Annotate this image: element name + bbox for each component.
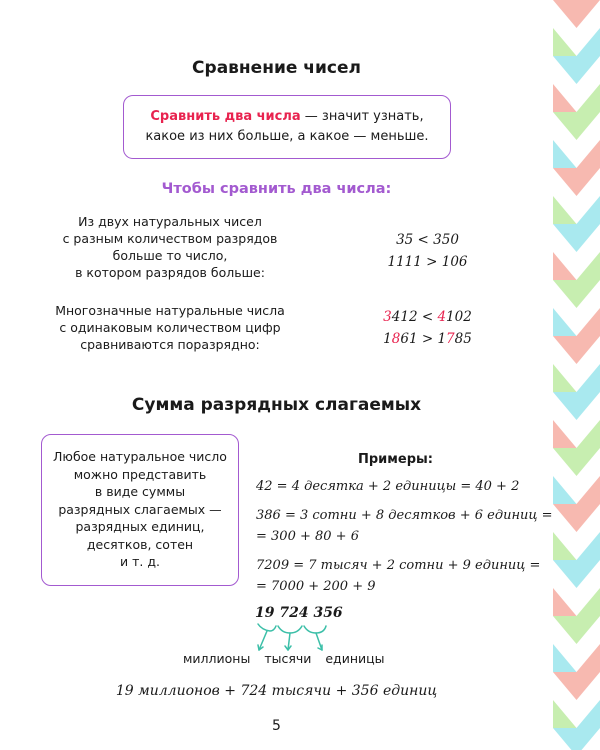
rule1-line: в котором разрядов больше: (75, 265, 265, 280)
examples-list (256, 476, 553, 597)
digits: 85 (454, 331, 472, 347)
example-line: 7209 = 7 тысяч + 2 сотни + 9 единиц = (256, 558, 541, 573)
rule1-line: с разным количеством разрядов (62, 231, 278, 246)
compare-subheading: Чтобы сравнить два числа: (161, 181, 392, 197)
page-number: 5 (272, 718, 281, 734)
rule1-line: больше то число, (112, 248, 228, 263)
example-line: = 300 + 80 + 6 (256, 529, 359, 544)
box-line: десятков, сотен (86, 536, 194, 552)
box-line: Любое натуральное число (53, 449, 227, 464)
operator: > (417, 331, 438, 347)
digits: 102 (446, 309, 472, 325)
rule-same-digits (40, 302, 300, 353)
class-number: 19 724 356 (255, 605, 343, 621)
highlight-digit: 3 (383, 309, 392, 325)
rule2-line: сравниваются поразрядно: (80, 337, 260, 352)
section-title-compare: Сравнение чисел (192, 58, 361, 78)
digits: 1 (437, 331, 447, 347)
definition-term: Сравнить два числа (150, 109, 301, 124)
box-line: в виде суммы (94, 484, 186, 499)
class-label-thousands: тысячи (264, 651, 312, 666)
rule1-examples (355, 229, 500, 273)
definition-box-sum (41, 434, 239, 586)
section-title-sum: Сумма разрядных слагаемых (131, 395, 422, 415)
definition-line-1 (124, 107, 450, 127)
class-labels (183, 651, 385, 666)
box-line: можно представить (73, 466, 207, 482)
digits: 61 (400, 331, 418, 347)
rule2-example-1 (355, 306, 500, 328)
examples-title: Примеры: (358, 452, 433, 467)
definition-box (123, 95, 451, 159)
digits: 1 (383, 331, 392, 347)
rule1-example: 1111 > 106 (387, 254, 468, 270)
digits: 412 (391, 309, 418, 325)
example-line: 42 = 4 десятка + 2 единицы = 40 + 2 (256, 479, 520, 494)
rule2-examples (355, 306, 500, 350)
rule2-line: Многозначные натуральные числа (55, 303, 285, 318)
box-line: разрядных единиц, (75, 519, 205, 534)
rule1-line: Из двух натуральных чисел (78, 214, 262, 229)
rule2-line: с одинаковым количеством цифр (59, 320, 281, 335)
class-label-millions: миллионы (183, 651, 251, 666)
rule2-example-2 (355, 328, 500, 350)
definition-rest: — значит узнать, (300, 109, 424, 124)
highlight-digit: 8 (391, 331, 401, 347)
box-line: и т. д. (120, 554, 160, 569)
example-line: 386 = 3 сотни + 8 десятков + 6 единиц = (256, 508, 553, 523)
class-label-units: единицы (325, 651, 385, 666)
definition-line-2: какое из них больше, а какое — меньше. (145, 129, 429, 144)
class-sum-final: 19 миллионов + 724 тысячи + 356 единиц (115, 683, 438, 699)
highlight-digit: 4 (437, 309, 447, 325)
example-line: = 7000 + 200 + 9 (256, 579, 376, 594)
rule-different-digits (40, 213, 300, 281)
box-line: разрядных слагаемых — (58, 501, 222, 517)
highlight-digit: 7 (446, 331, 455, 347)
rule1-example: 35 < 350 (396, 232, 459, 248)
decorative-triangle-strip (553, 0, 600, 750)
operator: < (417, 309, 438, 325)
